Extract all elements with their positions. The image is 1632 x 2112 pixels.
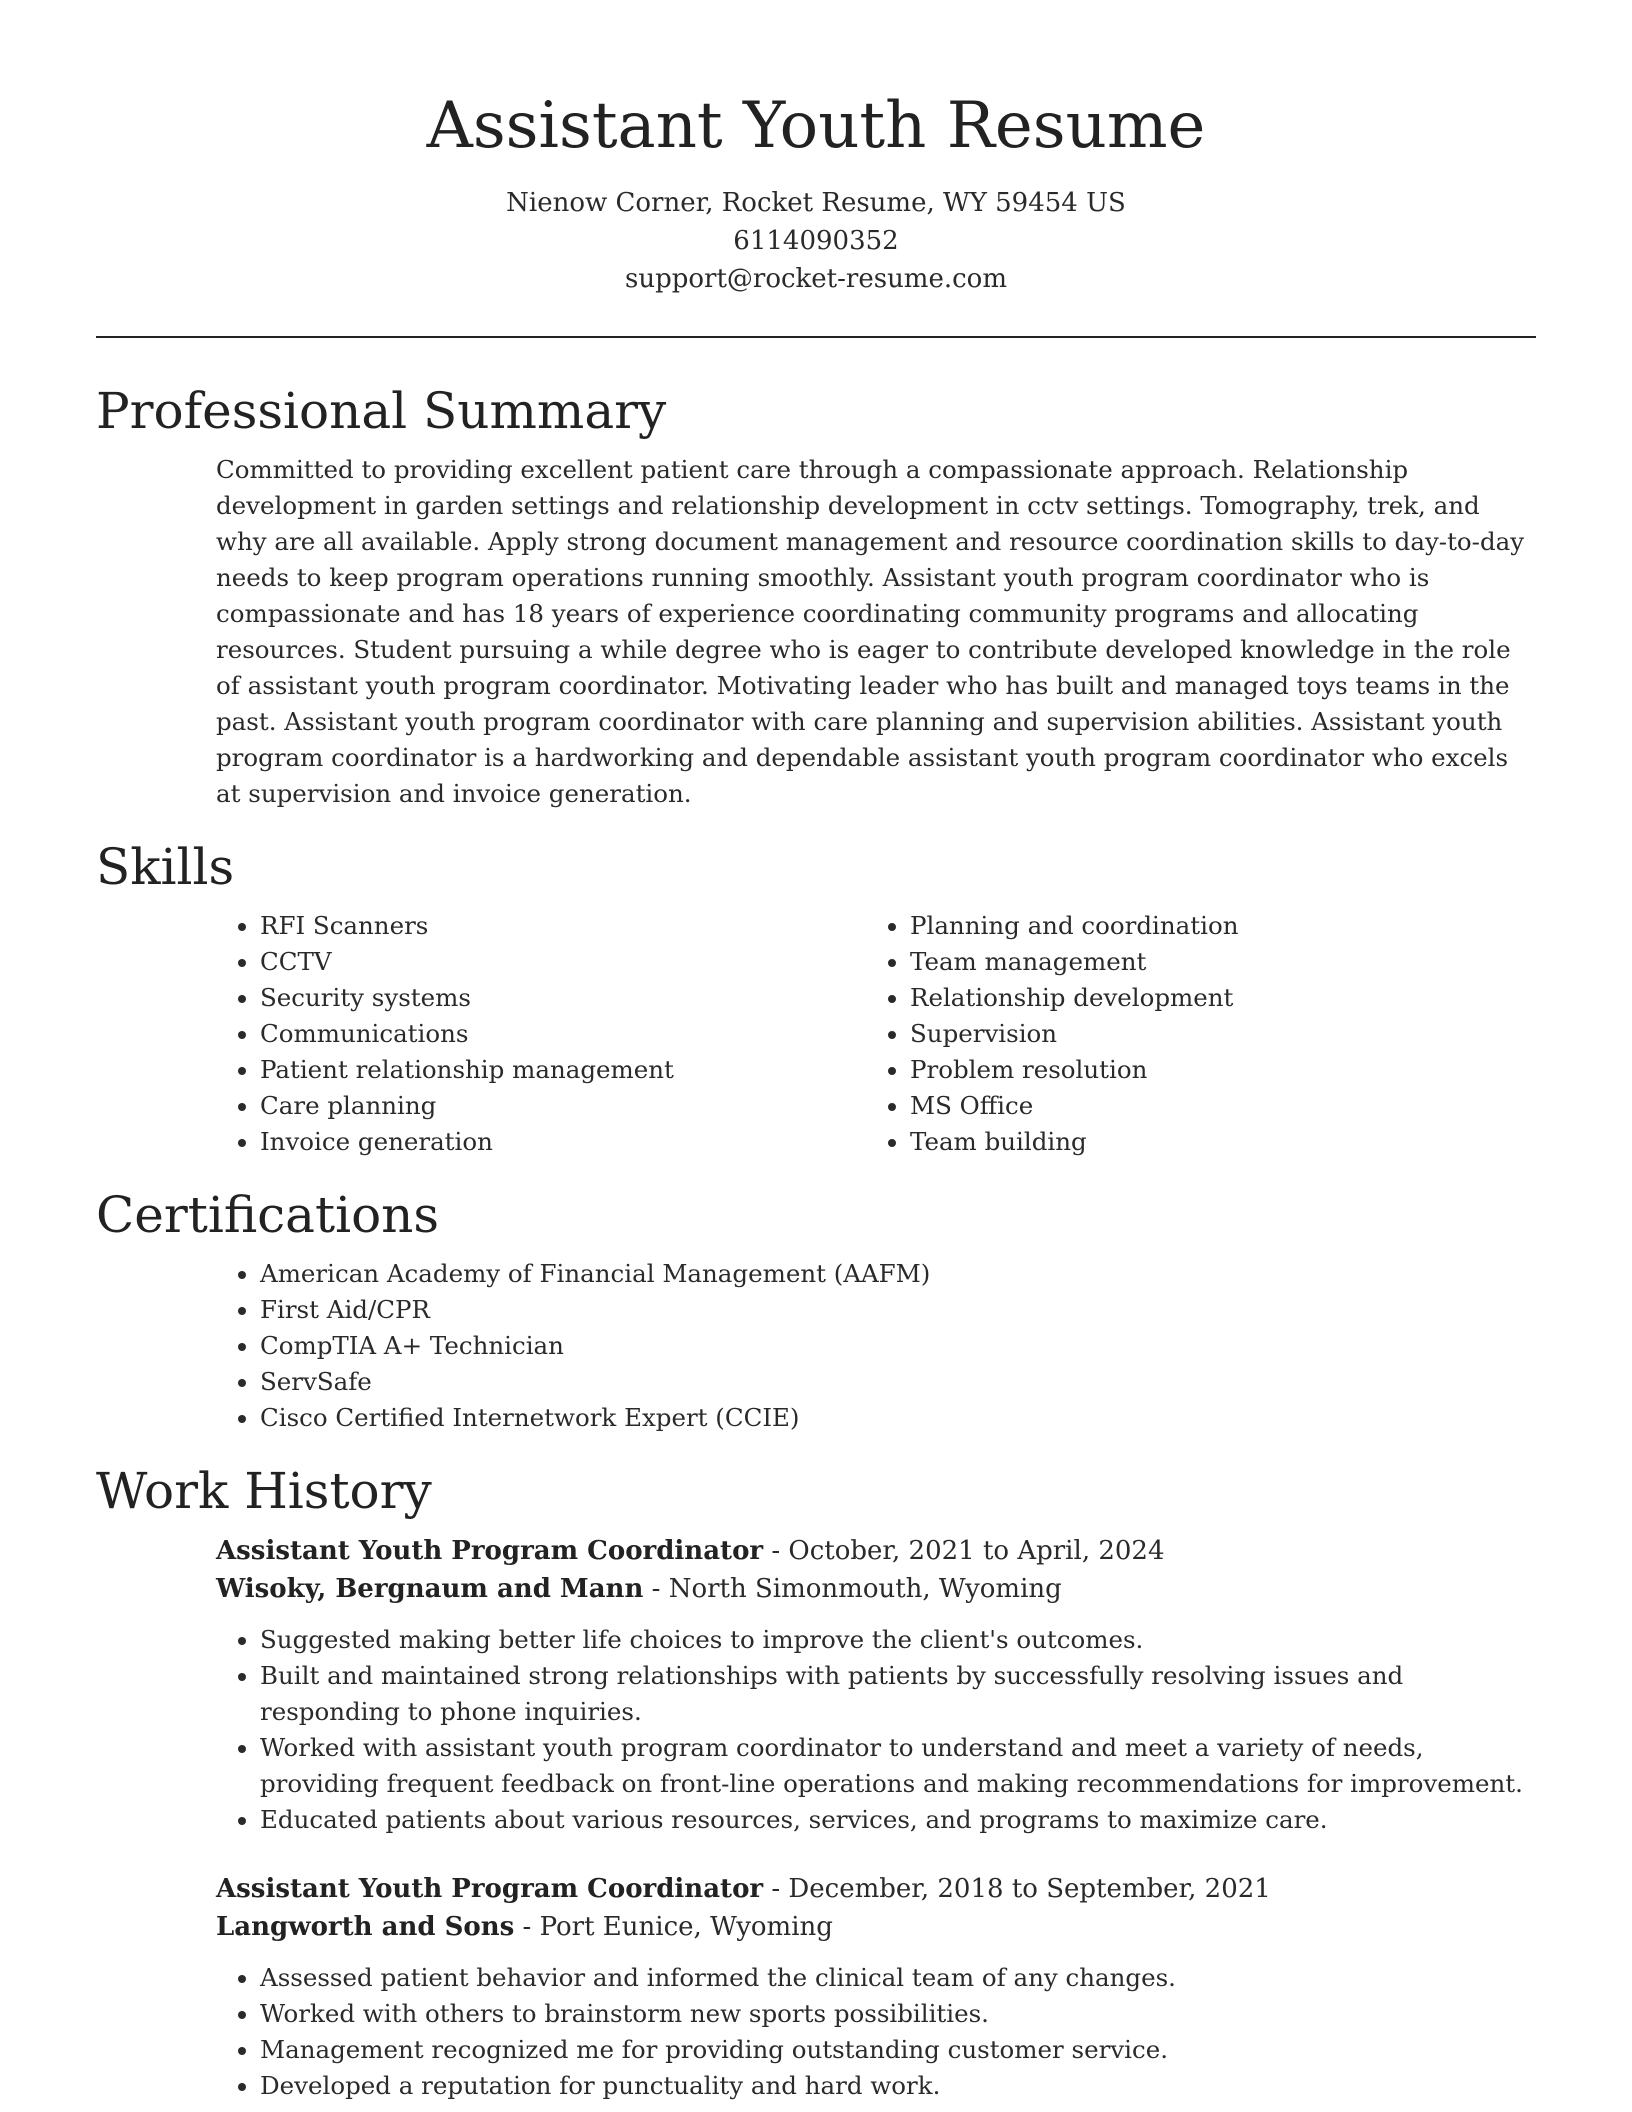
skill-item: • Team management bbox=[910, 944, 1516, 980]
job-title: Assistant Youth Program Coordinator bbox=[216, 1536, 764, 1566]
job-title-line bbox=[216, 1870, 1536, 1908]
skill-item: • Care planning bbox=[260, 1088, 866, 1124]
skills-column-right bbox=[866, 908, 1516, 1160]
job-entry bbox=[216, 1532, 1536, 1838]
skill-item: • Problem resolution bbox=[910, 1052, 1516, 1088]
skill-item: • Security systems bbox=[260, 980, 866, 1016]
job-title-line bbox=[216, 1532, 1536, 1570]
contact-address: Nienow Corner, Rocket Resume, WY 59454 US bbox=[506, 188, 1126, 218]
work-title: Work History bbox=[96, 1462, 432, 1520]
skills-columns bbox=[216, 908, 1536, 1160]
work-section bbox=[96, 1458, 1536, 2104]
contact-info bbox=[0, 184, 1632, 298]
summary-title: Professional Summary bbox=[96, 382, 667, 440]
job-bullet: • Management recognized me for providing outstanding customer service. bbox=[260, 2032, 1536, 2068]
skill-item: • CCTV bbox=[260, 944, 866, 980]
skill-item: • Communications bbox=[260, 1016, 866, 1052]
job-dates: - October, 2021 to April, 2024 bbox=[763, 1536, 1165, 1566]
job-title: Assistant Youth Program Coordinator bbox=[216, 1874, 764, 1904]
skill-item: • Invoice generation bbox=[260, 1124, 866, 1160]
certification-item: • American Academy of Financial Management (AAFM) bbox=[260, 1256, 1536, 1292]
job-location: - Port Eunice, Wyoming bbox=[514, 1912, 833, 1942]
job-bullet: • Assessed patient behavior and informed the clinical team of any changes. bbox=[260, 1960, 1536, 1996]
header-divider bbox=[96, 336, 1536, 338]
certifications-body bbox=[216, 1256, 1536, 1436]
skill-item: • Relationship development bbox=[910, 980, 1516, 1016]
skills-section bbox=[96, 834, 1536, 1160]
skill-item: • Supervision bbox=[910, 1016, 1516, 1052]
job-company-line bbox=[216, 1570, 1536, 1608]
job-company-line bbox=[216, 1908, 1536, 1946]
skill-item: • Planning and coordination bbox=[910, 908, 1516, 944]
contact-phone: 6114090352 bbox=[733, 226, 899, 256]
job-bullet: • Worked with others to brainstorm new sports possibilities. bbox=[260, 1996, 1536, 2032]
job-company: Wisoky, Bergnaum and Mann bbox=[216, 1574, 644, 1604]
job-bullet: • Suggested making better life choices to improve the client's outcomes. bbox=[260, 1622, 1536, 1658]
certifications-section bbox=[96, 1182, 1536, 1436]
summary-text: Committed to providing excellent patient care through a compassionate approach. Relationship development in garden settings and relationship development in cctv settings. Tomography, trek, and why are all available. Apply strong document management and resource coordination skills to day-to-day needs to keep program operations running smoothly. Assistant youth program coordinator who is compassionate and has 18 years of experience coordinating community programs and allocating resources. Student pursuing a while degree who is eager to contribute developed knowledge in the role of assistant youth program coordinator. Motivating leader who has built and managed toys teams in the past. Assistant youth program coordinator with care planning and supervision abilities. Assistant youth program coordinator is a hardworking and dependable assistant youth program coordinator who excels at supervision and invoice generation. bbox=[216, 455, 1525, 808]
contact-email: support@rocket-resume.com bbox=[624, 264, 1007, 294]
resume-header bbox=[0, 0, 1632, 298]
skill-item: • MS Office bbox=[910, 1088, 1516, 1124]
skill-item: • RFI Scanners bbox=[260, 908, 866, 944]
certification-item: • ServSafe bbox=[260, 1364, 1536, 1400]
job-bullet: • Developed a reputation for punctuality and hard work. bbox=[260, 2068, 1536, 2104]
certification-item: • CompTIA A+ Technician bbox=[260, 1328, 1536, 1364]
certification-item: • First Aid/CPR bbox=[260, 1292, 1536, 1328]
job-bullet: • Worked with assistant youth program coordinator to understand and meet a variety of needs, providing frequent feedback on front-line operations and making recommendations for improvement. bbox=[260, 1730, 1536, 1802]
skill-item: • Patient relationship management bbox=[260, 1052, 866, 1088]
job-dates: - December, 2018 to September, 2021 bbox=[763, 1874, 1271, 1904]
job-company: Langworth and Sons bbox=[216, 1912, 515, 1942]
job-location: - North Simonmouth, Wyoming bbox=[643, 1574, 1062, 1604]
summary-body bbox=[216, 452, 1536, 812]
skill-item: • Team building bbox=[910, 1124, 1516, 1160]
skills-column-left bbox=[216, 908, 866, 1160]
summary-section bbox=[96, 378, 1536, 812]
job-bullet: • Built and maintained strong relationships with patients by successfully resolving issues and responding to phone inquiries. bbox=[260, 1658, 1536, 1730]
job-bullet: • Educated patients about various resources, services, and programs to maximize care. bbox=[260, 1802, 1536, 1838]
certifications-title: Certifications bbox=[96, 1186, 440, 1244]
resume-name: Assistant Youth Resume bbox=[426, 89, 1206, 163]
certification-item: • Cisco Certified Internetwork Expert (CCIE) bbox=[260, 1400, 1536, 1436]
job-entry bbox=[216, 1870, 1536, 2104]
skills-title: Skills bbox=[96, 838, 235, 896]
